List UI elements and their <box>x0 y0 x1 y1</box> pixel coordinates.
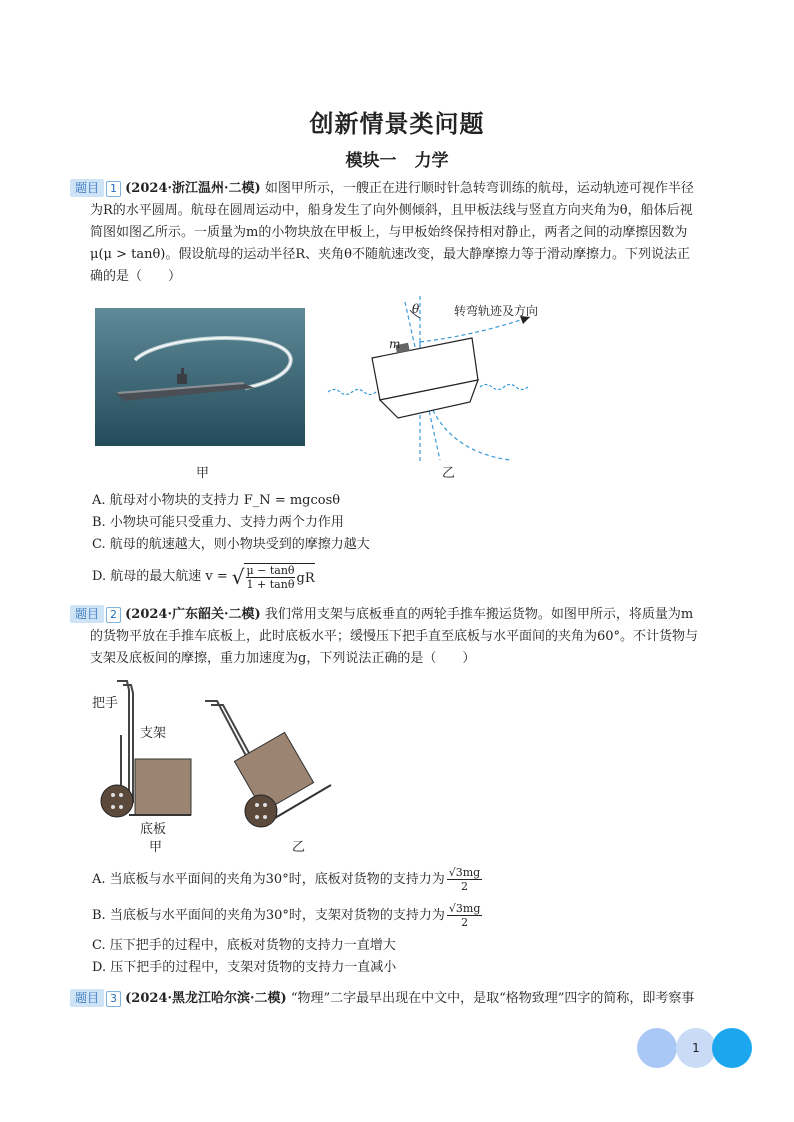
theta-label: θ <box>412 302 420 316</box>
question-number: 3 <box>106 991 121 1007</box>
trajectory-arrow <box>420 317 530 342</box>
option-d: D. 航母的最大航速 v = √ μ − tanθ 1 + tanθ gR <box>92 564 315 591</box>
decor-circle-left <box>637 1028 677 1068</box>
question-text: 确的是（ ） <box>90 269 182 284</box>
frame-label: 支架 <box>140 726 167 741</box>
question-text: 如图甲所示，一艘正在进行顺时针急转弯训练的航母，运动轨迹可视作半径 <box>264 181 694 196</box>
question-source: (2024·广东韶关·二模) <box>125 607 261 622</box>
option-d: D. 压下把手的过程中，支架对货物的支持力一直减小 <box>92 960 397 975</box>
figure-b-label: 乙 <box>442 466 456 481</box>
mass-label: m <box>389 337 401 351</box>
question-2 <box>70 604 730 670</box>
page-title: 创新情景类问题 <box>309 110 485 138</box>
question-3 <box>70 988 730 1010</box>
question-badge: 题目 <box>70 179 104 197</box>
page-number: 1 <box>692 1041 700 1055</box>
carrier-photo <box>95 308 305 446</box>
page-number-circle <box>676 1028 716 1068</box>
question-badge: 题目 <box>70 989 104 1007</box>
question-text: 我们常用支架与底板垂直的两轮手推车搬运货物。如图甲所示，将质量为m <box>264 607 694 622</box>
option-b: B. 小物块可能只受重力、支持力两个力作用 <box>92 515 344 530</box>
figure-a-label: 甲 <box>196 466 210 481</box>
question-text: 的货物平放在手推车底板上，此时底板水平；缓慢压下把手直至底板与水平面间的夹角为60°。不计货物与 <box>90 629 699 644</box>
question-text: μ(μ > tanθ)。假设航母的运动半径R、夹角θ不随航速改变，最大静摩擦力等于滑动摩擦力。下列说法正 <box>90 247 690 262</box>
handle-label: 把手 <box>92 696 119 711</box>
question-text: 为R的水平圆周。航母在圆周运动中，船身发生了向外侧倾斜，且甲板法线与竖直方向夹角为θ，船体后视 <box>90 203 693 218</box>
question-number: 1 <box>106 181 121 197</box>
question-source: (2024·黑龙江哈尔滨·二模) <box>125 991 287 1006</box>
base-label: 底板 <box>140 822 167 837</box>
module-name: 模块一 <box>345 151 397 171</box>
option-a: A. 航母对小物块的支持力 F_N = mgcosθ <box>92 493 341 508</box>
decor-circle-right <box>712 1028 752 1068</box>
question-text: 简图如图乙所示。一质量为m的小物块放在甲板上，与甲板始终保持相对静止，两者之间的动摩擦因数为 <box>90 225 688 240</box>
fraction: √3mg 2 <box>448 902 481 929</box>
option-a: A. 当底板与水平面间的夹角为30°时，底板对货物的支持力为 √3mg 2 <box>92 866 481 893</box>
trajectory-label: 转弯轨迹及方向 <box>454 304 539 318</box>
question-badge: 题目 <box>70 605 104 623</box>
fraction: √3mg 2 <box>448 866 481 893</box>
question-number: 2 <box>106 607 121 623</box>
figure-a-label: 甲 <box>149 840 163 855</box>
option-d-text: D. 航母的最大航速 v = <box>92 569 228 584</box>
sqrt-sign: √ <box>231 565 245 589</box>
figure-b-label: 乙 <box>292 840 306 855</box>
module-heading <box>0 146 794 171</box>
option-c: C. 航母的航速越大，则小物块受到的摩擦力越大 <box>92 537 370 552</box>
option-c: C. 压下把手的过程中，底板对货物的支持力一直增大 <box>92 938 396 953</box>
module-topic: 力学 <box>414 151 449 171</box>
fraction: μ − tanθ 1 + tanθ <box>246 564 295 591</box>
hand-truck-b <box>205 701 331 827</box>
question-source: (2024·浙江温州·二模) <box>125 181 261 196</box>
question-text: “物理”二字最早出现在中文中，是取“格物致理”四字的简称，即考察事 <box>290 991 695 1006</box>
question-text: 支架及底板间的摩擦，重力加速度为g，下列说法正确的是（ ） <box>90 651 476 666</box>
hand-truck-diagram <box>95 675 365 840</box>
question-1 <box>70 178 730 288</box>
option-b: B. 当底板与水平面间的夹角为30°时，支架对货物的支持力为 √3mg 2 <box>92 902 481 929</box>
